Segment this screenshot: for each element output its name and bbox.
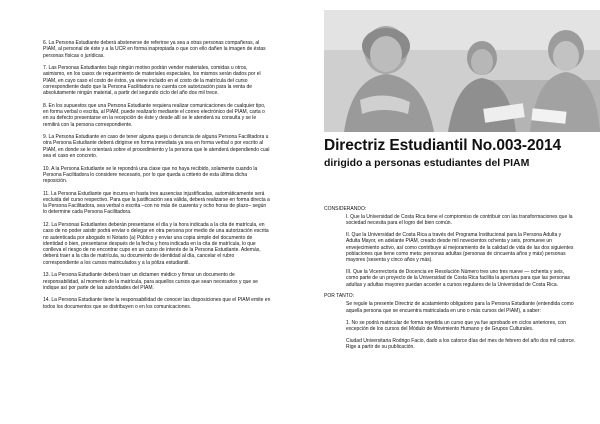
photo-illustration (324, 10, 600, 132)
rule-item-13: 13. La Persona Estudiante deberá traer un dictamen médico y firmar un documento de responsabilidad, al momento de la matrícula, para aquellos cursos que sean necesarios y que se indique así por parte de las autoridades del PIAM. (43, 272, 258, 291)
directive-body (324, 206, 576, 418)
rule-item-10: 10. A la Persona Estudiante se le repondrá una clase que no haya recibido, solamente cuando la Persona Facilitadora lo considere necesario, por lo que queda a criterio de esta última dicha reposición. (43, 165, 258, 185)
rule-item-7: 7. Las Personas Estudiantes bajo ningún motivo podrán vender materiales, comidas u otros, asimismo, en los casos de requerimiento de materiales especiales, los mismos serán dados por el PIAM, en cuyo caso el costo de éstos, ya viene incluido en el costo de la matrícula del curso correspondiente dado que la Persona Facilitadora no cuenta con autorización para la venta de absolutamente ningún material, a partir del segundo ciclo del año dos mil trece. (43, 65, 261, 97)
rule-item-8: 8. En los supuestos que una Persona Estudiante requiera realizar comunicaciones de cualquier tipo, en forma verbal o escrita, al PIAM, puede realizarlo mediante el correo electrónico del PIAM, carta o en su defecto presentarse en la recepción de éste y desde allí se le atenderá su consulta y se le remitirá con la persona correspondiente. (43, 102, 266, 128)
rule-item-14: 14. La Persona Estudiante tiene la responsabilidad de conocer las disposiciones que el PIAM emite en todos los documentos que se distribuyen o en los comunicaciones. (43, 297, 271, 310)
header-photo (324, 10, 600, 132)
rule-item-11: 11. La Persona Estudiante que incurra en hasta tres ausencias injustificadas, automáticamente será excluida del curso respectivo. Para que la justificación sea válida, deberá realizarse en forma directa a la Persona Facilitadora, sea verbal o escrita –con no más de cuarenta y ocho horas de plazo– según lo determine cada Persona Facilitadora. (43, 190, 270, 216)
rules-column (43, 40, 271, 415)
por-tanto-intro: Se regule la presente Directriz de acatamiento obligatorio para la Persona Estudiante (entendida como aquella persona que se encuentra matriculada en uno o más cursos del PIAM), a saber: (346, 301, 574, 314)
document-subtitle: dirigido a personas estudiantes del PIAM (324, 157, 530, 169)
document-title: Directriz Estudiantil No.003-2014 (324, 137, 562, 154)
rule-item-6: 6. La Persona Estudiante deberá abstenerse de referirse ya sea a otras personas compañeras, al PIAM, al personal de éste y a la UCR en forma inapropiada o que con ello dañen la imagen de éstas personas físicas o jurídicas. (43, 40, 266, 59)
considerando-item-3: III. Que la Vicerrectoría de Docencia en Resolución Número tres uno tres nueve — ochenta y seis, como parte de un proyecto de la Universidad de Costa Rica facilita la apertura para que las personas adultas y adultas mayores puedan acceder a cursos regulares de la Universidad de Costa Rica. (346, 269, 571, 288)
rule-item-12: 12. La Personas Estudiantes deberán presentarse el día y la hora indicada a la cita de matrícula, en caso de no poder asistir podrá enviar o delegar en otra persona por medio de una autorización escrita no autenticada por abogado ni Notario (a) Público y enviar una copia simple del documento de identidad o bien, presentarse después de la fecha y hora indicada en la cita de matrícula, lo que conlleva el riesgo de no encontrar cupo en un curso de interés de la Persona Estudiante. Además, deberá traer a la cita de matrícula, su documento de identidad al día, cancelar el rubro correspondiente a los cursos matriculados y a la póliza estudiantil. (43, 221, 269, 266)
por-tanto-heading: POR TANTO: (324, 293, 355, 300)
por-tanto-item-1: 1. No se podrá matricular de forma repetida un curso que ya fue aprobado en ciclos anteriores, con excepción de los cursos del Módulo de Movimiento Humano y de Grupos Culturales. (346, 319, 566, 332)
considerando-item-1: I. Que la Universidad de Costa Rica tiene el compromiso de contribuir con las transformaciones que la sociedad necesita para el logro del bien común. (346, 214, 573, 227)
considerando-item-2: II. Que la Universidad de Costa Rica a través del Programa Institucional para la Persona Adulta y Adulta Mayor, en adelante PIAM, creado desde mil novecientos ochenta y seis, promueve un envejecimiento activo, así como contribuye al mejoramiento de la calidad de vida de las dos siguientes poblaciones que tiene como meta: personas adultas (personas de cincuenta años y más) personas mayores (sesenta y cinco años y más). (346, 232, 574, 264)
rule-item-9: 9. La Persona Estudiante en caso de tener alguna queja o denuncia de alguna Persona Facilitadora u otra Persona Estudiante deberá dirigirse en forma inmediata ya sea en forma verbal o por escrito al PIAM, en donde se le orientará sobre el procedimiento y la persona que le atenderá dependiendo cual sea el caso en concreto. (43, 134, 270, 160)
closing-statement: Ciudad Universitaria Rodrigo Facio, dado a los catorce días del mes de febrero del año dos mil catorce. Rige a partir de su publicación. (346, 337, 576, 350)
considerando-heading: CONSIDERANDO: (324, 206, 367, 212)
